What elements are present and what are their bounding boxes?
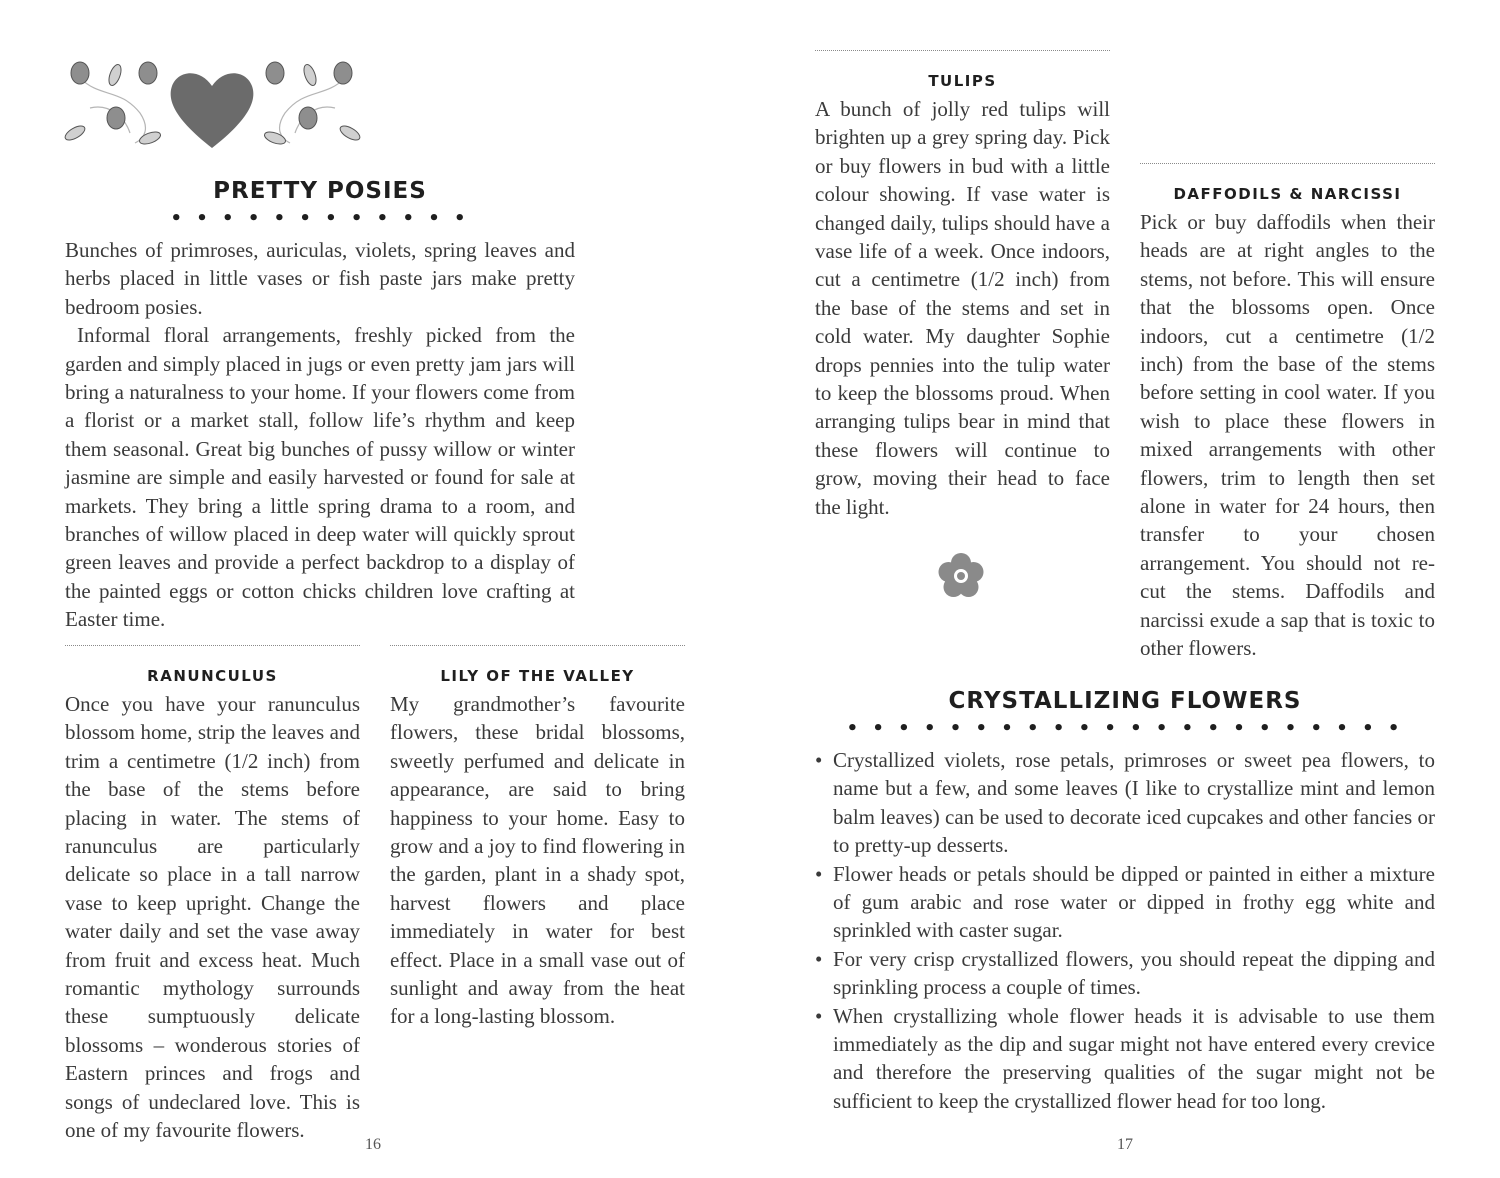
lily-of-the-valley-body: My grandmother’s favourite flowers, these bridal blossoms, sweetly perfumed and delicate in appearance, are said to bring happiness to your home. Easy to grow and a joy to find flowering in the garden, plant in a shady spot, harvest flowers and place immediately in water for best effect. Place in a small vase out of sunlight and away from the heat for a long-lasting blossom. (390, 692, 685, 1029)
pretty-posies-paragraph-1: Bunches of primroses, auriculas, violets, spring leaves and herbs placed in little vases or fish paste jars make pretty bedroom posies. (65, 238, 575, 319)
section-rule (1140, 163, 1435, 164)
flower-icon (937, 552, 985, 600)
pretty-posies-paragraph-2: Informal floral arrangements, freshly picked from the garden and simply placed in jugs or even pretty jam jars will bring a naturalness to your home. If your flowers come from a florist or a market stall, follow life’s rhythm and keep them seasonal. Great big bunches of pussy willow or winter jasmine are simple and easily harvested or found for sale at markets. They bring a little spring drama to a room, and branches of willow placed in deep water will quickly sprout green leaves and provide a perfect backdrop to a display of the painted eggs or cotton chicks children love crafting at Easter time. (65, 323, 575, 632)
crystallizing-flowers-heading: CRYSTALLIZING FLOWERS (948, 688, 1302, 714)
page-number: 17 (1117, 1136, 1133, 1153)
pretty-posies-section (65, 236, 575, 634)
heading-dots-divider: • • • • • • • • • • • • • • • • • • • • • • (846, 718, 1404, 739)
right-page (750, 0, 1500, 1178)
pretty-posies-heading: PRETTY POSIES (213, 178, 427, 204)
tulips-body: A bunch of jolly red tulips will brighten up a grey spring day. Pick or buy flowers in bud with a little colour showing. If vase water is changed daily, tulips should have a vase life of a week. Once indoors, cut a centimetre (1/2 inch) from the base of the stems and set in cold water. My daughter Sophie drops pennies into the tulip water to keep the blossoms proud. When arranging tulips bear in mind that these flowers will continue to grow, moving their head to face the light. (815, 97, 1110, 519)
list-item: • Flower heads or petals should be dipped or painted in either a mixture of gum arabic and rose water or dipped in frothy egg white and sprinkled with caster sugar. (815, 860, 1435, 945)
section-rule (815, 50, 1110, 51)
section-rule (65, 645, 360, 646)
crystallizing-bullet-list (815, 746, 1435, 1115)
list-item: • Crystallized violets, rose petals, primroses or sweet pea flowers, to name but a few, and some leaves (I like to crystallize mint and lemon balm leaves) can be used to decorate iced cupcakes and other fancies or to pretty-up desserts. (815, 746, 1435, 860)
section-rule (390, 645, 685, 646)
daffodils-narcissi-heading: DAFFODILS & NARCISSI (1173, 185, 1402, 203)
daffodils-narcissi-body: Pick or buy daffodils when their heads are at right angles to the stems, not before. This will ensure that the blossoms open. Once indoors, cut a centimetre (1/2 inch) from the base of the stems before setting in cool water. If you wish to place these flowers in mixed arrangements with other flowers, trim to length then set alone in water for 24 hours, then transfer to your chosen arrangement. You should not re-cut the stems. Daffodils and narcissi exude a sap that is toxic to other flowers. (1140, 210, 1435, 661)
tulips-heading: TULIPS (928, 72, 997, 90)
ranunculus-heading: RANUNCULUS (147, 667, 278, 685)
lily-of-the-valley-heading: LILY OF THE VALLEY (440, 667, 635, 685)
list-item: • When crystallizing whole flower heads it is advisable to use them immediately as the dip and sugar might not have entered every crevice and therefore the preserving qualities of the sugar might not be sufficient to keep the crystallized flower head for too long. (815, 1002, 1435, 1116)
heart-with-tulips-ornament-icon (60, 58, 365, 153)
ranunculus-body: Once you have your ranunculus blossom home, strip the leaves and trim a centimetre (1/2 inch) from the base of the stems before placing in water. The stems of ranunculus are particularly delicate so place in a tall narrow vase to keep upright. Change the water daily and set the vase away from fruit and excess heat. Much romantic mythology surrounds these sumptuously delicate blossoms – wonderous stories of Eastern princes and frogs and songs of undeclared love. This is one of my favourite flowers. (65, 692, 360, 1143)
page-number: 16 (365, 1136, 381, 1153)
list-item: • For very crisp crystallized flowers, you should repeat the dipping and sprinkling process a couple of times. (815, 945, 1435, 1002)
heading-dots-divider: • • • • • • • • • • • • (170, 208, 470, 229)
